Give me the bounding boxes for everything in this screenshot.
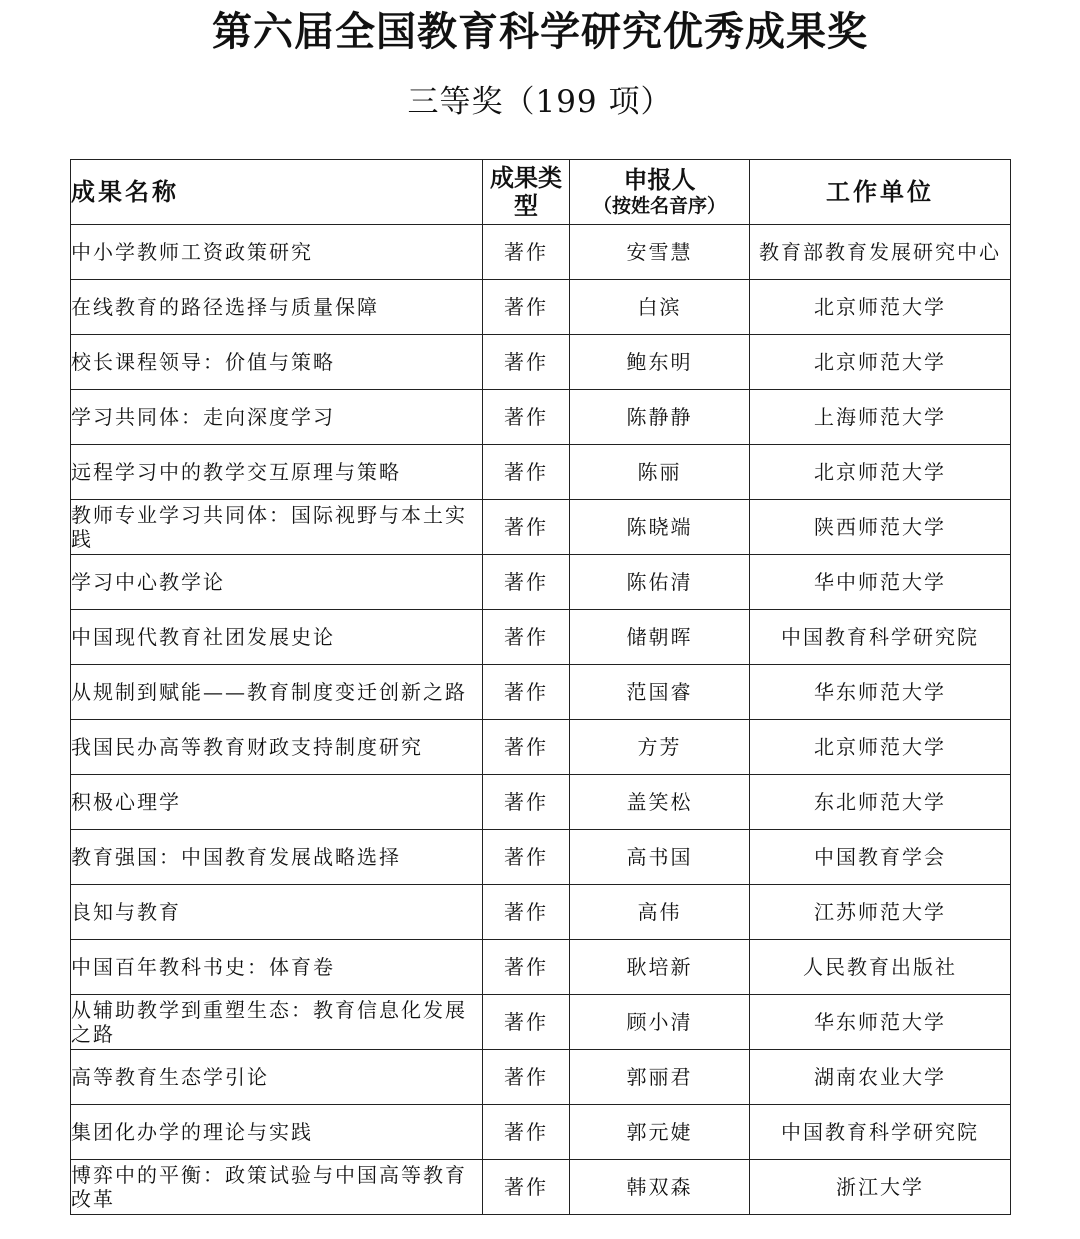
- cell-work-unit: 中国教育科学研究院: [750, 610, 1011, 665]
- cell-work-unit: 北京师范大学: [750, 335, 1011, 390]
- cell-achievement-name: 远程学习中的教学交互原理与策略: [71, 445, 483, 500]
- cell-achievement-type: 著作: [483, 775, 570, 830]
- table-row: [71, 665, 1011, 720]
- cell-work-unit: 陕西师范大学: [750, 500, 1011, 555]
- cell-applicant: 白滨: [570, 280, 750, 335]
- header-applicant-note: （按姓名音序）: [592, 195, 726, 217]
- table-row: [71, 1105, 1011, 1160]
- cell-applicant: 盖笑松: [570, 775, 750, 830]
- cell-applicant: 高伟: [570, 885, 750, 940]
- cell-achievement-type: 著作: [483, 390, 570, 445]
- table-row: [71, 445, 1011, 500]
- cell-achievement-type: 著作: [483, 1105, 570, 1160]
- cell-work-unit: 上海师范大学: [750, 390, 1011, 445]
- cell-achievement-name: 集团化办学的理论与实践: [71, 1105, 483, 1160]
- table-row: [71, 885, 1011, 940]
- cell-achievement-type: 著作: [483, 500, 570, 555]
- table-row: [71, 1160, 1011, 1215]
- cell-achievement-type: 著作: [483, 225, 570, 280]
- cell-achievement-name: 学习中心教学论: [71, 555, 483, 610]
- cell-achievement-name: 校长课程领导：价值与策略: [71, 335, 483, 390]
- cell-achievement-name: 高等教育生态学引论: [71, 1050, 483, 1105]
- table-row: [71, 940, 1011, 995]
- cell-achievement-type: 著作: [483, 445, 570, 500]
- cell-applicant: 高书国: [570, 830, 750, 885]
- cell-work-unit: 华中师范大学: [750, 555, 1011, 610]
- table-row: [71, 280, 1011, 335]
- cell-work-unit: 东北师范大学: [750, 775, 1011, 830]
- cell-work-unit: 华东师范大学: [750, 995, 1011, 1050]
- cell-achievement-name: 教育强国：中国教育发展战略选择: [71, 830, 483, 885]
- cell-applicant: 韩双森: [570, 1160, 750, 1215]
- cell-work-unit: 湖南农业大学: [750, 1050, 1011, 1105]
- award-level-subtitle: 三等奖（199 项）: [407, 84, 673, 120]
- header-achievement-name: 成果名称: [71, 160, 483, 225]
- cell-applicant: 储朝晖: [570, 610, 750, 665]
- cell-achievement-name: 积极心理学: [71, 775, 483, 830]
- page-title: 第六届全国教育科学研究优秀成果奖: [212, 8, 868, 55]
- cell-achievement-name: 学习共同体：走向深度学习: [71, 390, 483, 445]
- table-row: [71, 500, 1011, 555]
- table-row: [71, 555, 1011, 610]
- cell-applicant: 陈丽: [570, 445, 750, 500]
- cell-applicant: 郭丽君: [570, 1050, 750, 1105]
- table-row: [71, 775, 1011, 830]
- cell-achievement-name: 良知与教育: [71, 885, 483, 940]
- cell-achievement-type: 著作: [483, 665, 570, 720]
- cell-applicant: 陈佑清: [570, 555, 750, 610]
- cell-work-unit: 北京师范大学: [750, 720, 1011, 775]
- cell-achievement-name: 教师专业学习共同体：国际视野与本土实践: [71, 500, 483, 555]
- cell-applicant: 陈静静: [570, 390, 750, 445]
- header-work-unit: 工作单位: [750, 160, 1011, 225]
- table-row: [71, 720, 1011, 775]
- table-header-row: [71, 160, 1011, 225]
- cell-achievement-type: 著作: [483, 610, 570, 665]
- cell-applicant: 耿培新: [570, 940, 750, 995]
- cell-applicant: 顾小清: [570, 995, 750, 1050]
- cell-work-unit: 北京师范大学: [750, 445, 1011, 500]
- cell-work-unit: 教育部教育发展研究中心: [750, 225, 1011, 280]
- cell-achievement-type: 著作: [483, 1050, 570, 1105]
- cell-work-unit: 中国教育科学研究院: [750, 1105, 1011, 1160]
- cell-achievement-type: 著作: [483, 555, 570, 610]
- table-row: [71, 995, 1011, 1050]
- cell-work-unit: 人民教育出版社: [750, 940, 1011, 995]
- cell-achievement-type: 著作: [483, 940, 570, 995]
- cell-achievement-name: 中国百年教科书史：体育卷: [71, 940, 483, 995]
- header-applicant-label: 申报人: [623, 165, 696, 194]
- cell-achievement-type: 著作: [483, 280, 570, 335]
- awards-table: [70, 159, 1011, 1215]
- cell-achievement-name: 从规制到赋能——教育制度变迁创新之路: [71, 665, 483, 720]
- table-row: [71, 390, 1011, 445]
- cell-work-unit: 中国教育学会: [750, 830, 1011, 885]
- header-applicant: [570, 160, 750, 225]
- header-achievement-type: 成果类型: [483, 160, 570, 225]
- cell-applicant: 鲍东明: [570, 335, 750, 390]
- table-row: [71, 610, 1011, 665]
- cell-achievement-type: 著作: [483, 995, 570, 1050]
- table-row: [71, 1050, 1011, 1105]
- table-body: [71, 225, 1011, 1215]
- table-row: [71, 335, 1011, 390]
- cell-achievement-name: 我国民办高等教育财政支持制度研究: [71, 720, 483, 775]
- cell-applicant: 方芳: [570, 720, 750, 775]
- cell-applicant: 范国睿: [570, 665, 750, 720]
- cell-achievement-type: 著作: [483, 830, 570, 885]
- table-row: [71, 225, 1011, 280]
- cell-achievement-type: 著作: [483, 885, 570, 940]
- cell-achievement-name: 在线教育的路径选择与质量保障: [71, 280, 483, 335]
- cell-applicant: 郭元婕: [570, 1105, 750, 1160]
- cell-achievement-type: 著作: [483, 335, 570, 390]
- cell-work-unit: 浙江大学: [750, 1160, 1011, 1215]
- cell-achievement-name: 从辅助教学到重塑生态：教育信息化发展之路: [71, 995, 483, 1050]
- cell-applicant: 陈晓端: [570, 500, 750, 555]
- cell-achievement-type: 著作: [483, 1160, 570, 1215]
- cell-achievement-name: 中国现代教育社团发展史论: [71, 610, 483, 665]
- cell-achievement-name: 中小学教师工资政策研究: [71, 225, 483, 280]
- cell-achievement-name: 博弈中的平衡：政策试验与中国高等教育改革: [71, 1160, 483, 1215]
- cell-work-unit: 江苏师范大学: [750, 885, 1011, 940]
- cell-achievement-type: 著作: [483, 720, 570, 775]
- table-row: [71, 830, 1011, 885]
- cell-work-unit: 北京师范大学: [750, 280, 1011, 335]
- cell-applicant: 安雪慧: [570, 225, 750, 280]
- cell-work-unit: 华东师范大学: [750, 665, 1011, 720]
